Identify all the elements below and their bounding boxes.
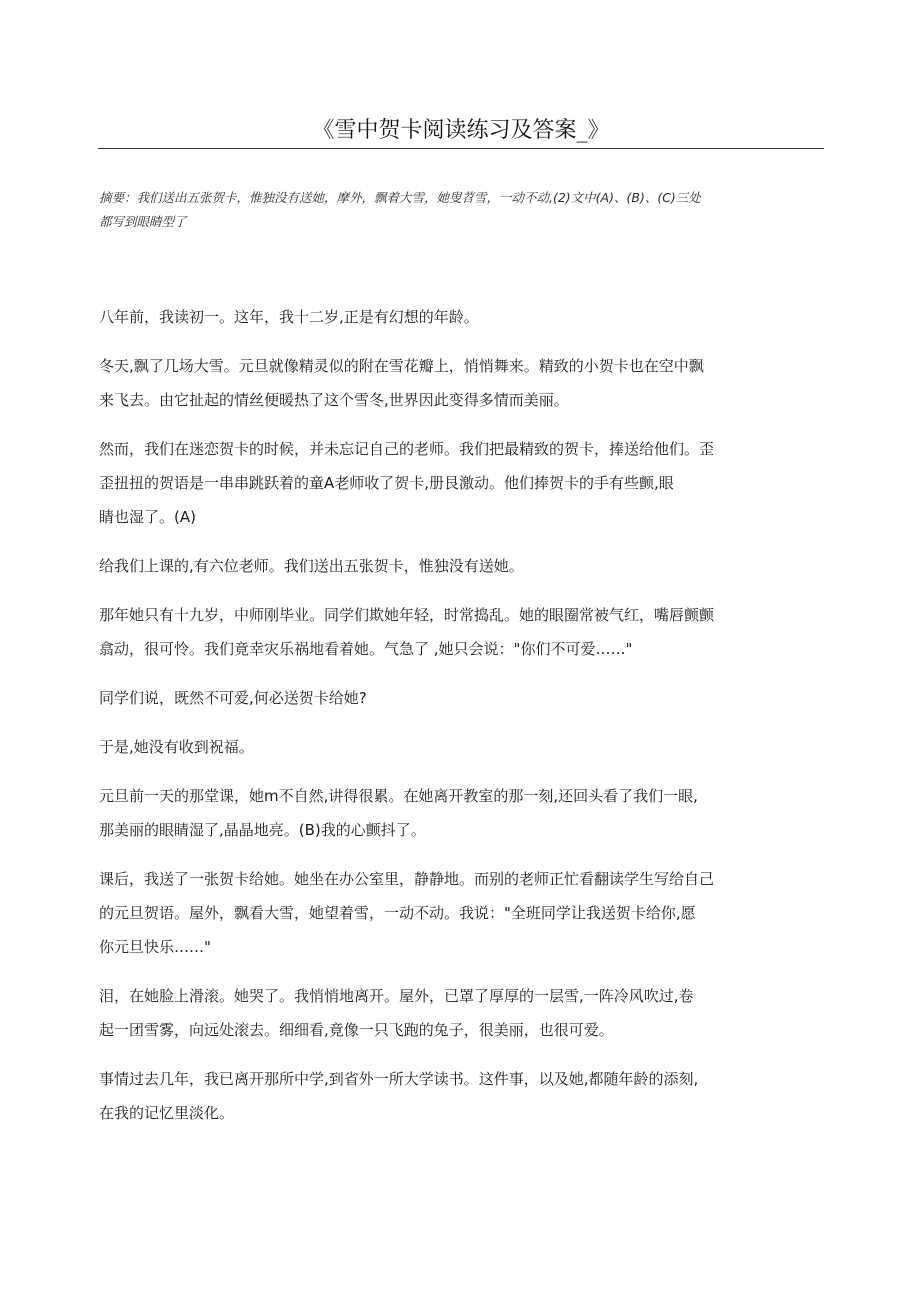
title-divider — [98, 148, 824, 149]
paragraph — [99, 730, 779, 764]
paragraph-line: 那美丽的眼睛湿了,晶晶地亮。(B)我的心颤抖了。 — [99, 821, 426, 839]
paragraph — [99, 300, 779, 334]
paragraph — [99, 979, 779, 1047]
abstract — [99, 186, 749, 234]
paragraph-line: 事情过去几年，我已离开那所中学,到省外一所大学读书。这件事，以及她,都随年龄的添刻, — [99, 1070, 699, 1088]
document-title: 《雪中贺卡阅读练习及答案_》 — [312, 118, 610, 143]
paragraph-line: 八年前，我读初一。这年，我十二岁,正是有幻想的年龄。 — [99, 308, 479, 326]
article-body — [99, 300, 779, 1145]
paragraph — [99, 349, 779, 417]
paragraph — [99, 432, 779, 534]
paragraph-line: 于是,她没有收到祝福。 — [99, 738, 254, 756]
paragraph-line: 泪，在她脸上滑滚。她哭了。我悄悄地离开。屋外，已罩了厚厚的一层雪,一阵冷风吹过,卷 — [99, 987, 694, 1005]
paragraph-line: 同学们说，既然不可爱,何必送贺卡给她? — [99, 689, 367, 707]
paragraph-line: 给我们上课的,有六位老师。我们送出五张贺卡，惟独没有送她。 — [99, 557, 524, 575]
paragraph — [99, 779, 779, 847]
paragraph-line: 你元旦快乐……" — [99, 938, 211, 956]
paragraph — [99, 549, 779, 583]
paragraph — [99, 862, 779, 964]
paragraph — [99, 598, 779, 666]
paragraph-line: 翕动，很可怜。我们竟幸灾乐祸地看着她。气急了 ,她只会说："你们不可爱……" — [99, 640, 633, 658]
paragraph — [99, 681, 779, 715]
paragraph — [99, 1062, 779, 1130]
paragraph-line: 睛也湿了。(A) — [99, 508, 196, 526]
abstract-line: 都写到眼睛型了 — [99, 214, 187, 229]
paragraph-line: 冬天,飘了几场大雪。元旦就像精灵似的附在雪花瓣上，悄悄舞来。精致的小贺卡也在空中飘 — [99, 357, 704, 375]
paragraph-line: 元旦前一天的那堂课，她m不自然,讲得很累。在她离开教室的那一刻,还回头看了我们一眼, — [99, 787, 698, 805]
paragraph-line: 起一团雪雾，向远处滚去。细细看,竟像一只飞跑的兔子，很美丽，也很可爱。 — [99, 1021, 614, 1039]
abstract-line: 摘要：我们送出五张贺卡，惟独没有送她，摩外，飘着大雪，她叟苕雪，一动不动,(2)文中(A)、(B)、(C)三处 — [99, 190, 701, 205]
paragraph-line: 来飞去。由它扯起的情丝便暖热了这个雪冬,世界因此变得多情而美丽。 — [99, 391, 569, 409]
paragraph-line: 的元旦贺语。屋外，飘看大雪，她望着雪，一动不动。我说："全班同学让我送贺卡给你,愿 — [99, 904, 696, 922]
paragraph-line: 歪扭扭的贺语是一串串跳跃着的童A老师收了贺卡,册艮激动。他们捧贺卡的手有些颤,眼 — [99, 474, 674, 492]
paragraph-line: 课后，我送了一张贺卡给她。她坐在办公室里，静静地。而别的老师正忙看翻读学生写给自己 — [99, 870, 715, 888]
paragraph-line: 然而，我们在迷恋贺卡的时候，并未忘记自己的老师。我们把最精致的贺卡，捧送给他们。歪 — [99, 440, 715, 458]
paragraph-line: 在我的记忆里淡化。 — [99, 1104, 235, 1122]
paragraph-line: 那年她只有十九岁，中师刚毕业。同学们欺她年轻，时常捣乱。她的眼圈常被气红，嘴唇颤颤 — [99, 606, 715, 624]
